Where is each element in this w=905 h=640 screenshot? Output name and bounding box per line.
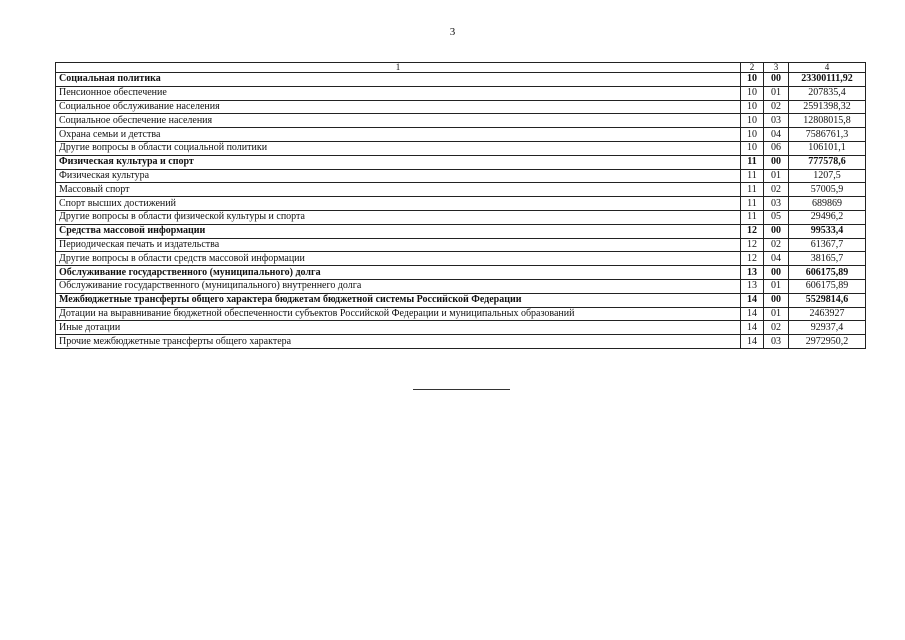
row-section-code: 14 <box>741 293 764 307</box>
row-name-cell: Социальное обеспечение населения <box>56 114 741 128</box>
table-row <box>56 266 866 280</box>
row-subsection-code: 02 <box>764 100 789 114</box>
table-row <box>56 100 866 114</box>
row-subsection-code: 00 <box>764 266 789 280</box>
row-amount: 689869 <box>789 197 866 211</box>
bottom-divider <box>413 389 510 390</box>
row-amount: 2463927 <box>789 307 866 321</box>
header-col-4: 4 <box>789 63 866 73</box>
table-row <box>56 335 866 349</box>
row-subsection-code: 02 <box>764 321 789 335</box>
row-name-cell: Обслуживание государственного (муниципального) долга <box>56 266 741 280</box>
row-subsection-code: 01 <box>764 307 789 321</box>
table-row <box>56 155 866 169</box>
row-amount: 92937,4 <box>789 321 866 335</box>
table-row <box>56 114 866 128</box>
row-subsection-code: 00 <box>764 224 789 238</box>
row-name-cell: Другие вопросы в области средств массовой информации <box>56 252 741 266</box>
row-amount: 57005,9 <box>789 183 866 197</box>
row-subsection-code: 00 <box>764 293 789 307</box>
row-subsection-code: 04 <box>764 128 789 142</box>
row-name-cell: Средства массовой информации <box>56 224 741 238</box>
row-subsection-code: 06 <box>764 141 789 155</box>
row-section-code: 11 <box>741 169 764 183</box>
row-name-cell: Периодическая печать и издательства <box>56 238 741 252</box>
row-amount: 106101,1 <box>789 141 866 155</box>
budget-table <box>55 62 866 349</box>
table-row <box>56 210 866 224</box>
table-row <box>56 307 866 321</box>
row-subsection-code: 00 <box>764 155 789 169</box>
row-amount: 606175,89 <box>789 266 866 280</box>
row-subsection-code: 01 <box>764 86 789 100</box>
row-name-cell: Физическая культура <box>56 169 741 183</box>
row-section-code: 10 <box>741 141 764 155</box>
row-name-cell: Прочие межбюджетные трансферты общего характера <box>56 335 741 349</box>
row-amount: 23300111,92 <box>789 73 866 87</box>
row-name-cell: Межбюджетные трансферты общего характера бюджетам бюджетной системы Российской Федерации <box>56 293 741 307</box>
row-subsection-code: 01 <box>764 169 789 183</box>
table-row <box>56 169 866 183</box>
row-name-cell: Обслуживание государственного (муниципального) внутреннего долга <box>56 279 741 293</box>
row-amount: 12808015,8 <box>789 114 866 128</box>
row-amount: 207835,4 <box>789 86 866 100</box>
row-amount: 61367,7 <box>789 238 866 252</box>
row-subsection-code: 03 <box>764 114 789 128</box>
row-subsection-code: 00 <box>764 73 789 87</box>
row-name-cell: Физическая культура и спорт <box>56 155 741 169</box>
row-section-code: 13 <box>741 266 764 280</box>
row-section-code: 11 <box>741 183 764 197</box>
row-subsection-code: 03 <box>764 197 789 211</box>
row-name-cell: Другие вопросы в области физической культуры и спорта <box>56 210 741 224</box>
table-body <box>56 73 866 349</box>
row-name-cell: Охрана семьи и детства <box>56 128 741 142</box>
row-section-code: 10 <box>741 114 764 128</box>
table-row <box>56 197 866 211</box>
row-section-code: 11 <box>741 155 764 169</box>
row-subsection-code: 04 <box>764 252 789 266</box>
row-amount: 29496,2 <box>789 210 866 224</box>
row-name-cell: Социальная политика <box>56 73 741 87</box>
row-name-cell: Массовый спорт <box>56 183 741 197</box>
table-row <box>56 321 866 335</box>
row-section-code: 11 <box>741 197 764 211</box>
row-section-code: 14 <box>741 307 764 321</box>
row-name-cell: Дотации на выравнивание бюджетной обеспеченности субъектов Российской Федерации и муниципальных образований <box>56 307 741 321</box>
table-row <box>56 183 866 197</box>
row-section-code: 10 <box>741 86 764 100</box>
row-amount: 606175,89 <box>789 279 866 293</box>
table-row <box>56 73 866 87</box>
row-amount: 777578,6 <box>789 155 866 169</box>
table-row <box>56 224 866 238</box>
table-row <box>56 86 866 100</box>
row-subsection-code: 02 <box>764 183 789 197</box>
row-name-cell: Пенсионное обеспечение <box>56 86 741 100</box>
table-row <box>56 128 866 142</box>
row-section-code: 13 <box>741 279 764 293</box>
row-section-code: 10 <box>741 128 764 142</box>
header-col-1: 1 <box>56 63 741 73</box>
table-row <box>56 293 866 307</box>
row-section-code: 11 <box>741 210 764 224</box>
row-amount: 5529814,6 <box>789 293 866 307</box>
row-section-code: 12 <box>741 238 764 252</box>
row-section-code: 12 <box>741 224 764 238</box>
table-header-row <box>56 63 866 73</box>
table-row <box>56 238 866 252</box>
table-row <box>56 279 866 293</box>
row-subsection-code: 01 <box>764 279 789 293</box>
row-amount: 38165,7 <box>789 252 866 266</box>
row-amount: 7586761,3 <box>789 128 866 142</box>
page-number: 3 <box>449 26 456 38</box>
row-section-code: 10 <box>741 73 764 87</box>
row-subsection-code: 02 <box>764 238 789 252</box>
row-amount: 2972950,2 <box>789 335 866 349</box>
header-col-3: 3 <box>764 63 789 73</box>
row-name-cell: Другие вопросы в области социальной политики <box>56 141 741 155</box>
header-col-2: 2 <box>741 63 764 73</box>
table-row <box>56 252 866 266</box>
row-amount: 1207,5 <box>789 169 866 183</box>
row-section-code: 12 <box>741 252 764 266</box>
table-row <box>56 141 866 155</box>
row-amount: 2591398,32 <box>789 100 866 114</box>
row-section-code: 14 <box>741 335 764 349</box>
row-section-code: 14 <box>741 321 764 335</box>
row-subsection-code: 05 <box>764 210 789 224</box>
row-subsection-code: 03 <box>764 335 789 349</box>
row-name-cell: Иные дотации <box>56 321 741 335</box>
row-section-code: 10 <box>741 100 764 114</box>
row-name-cell: Социальное обслуживание населения <box>56 100 741 114</box>
row-amount: 99533,4 <box>789 224 866 238</box>
row-name-cell: Спорт высших достижений <box>56 197 741 211</box>
